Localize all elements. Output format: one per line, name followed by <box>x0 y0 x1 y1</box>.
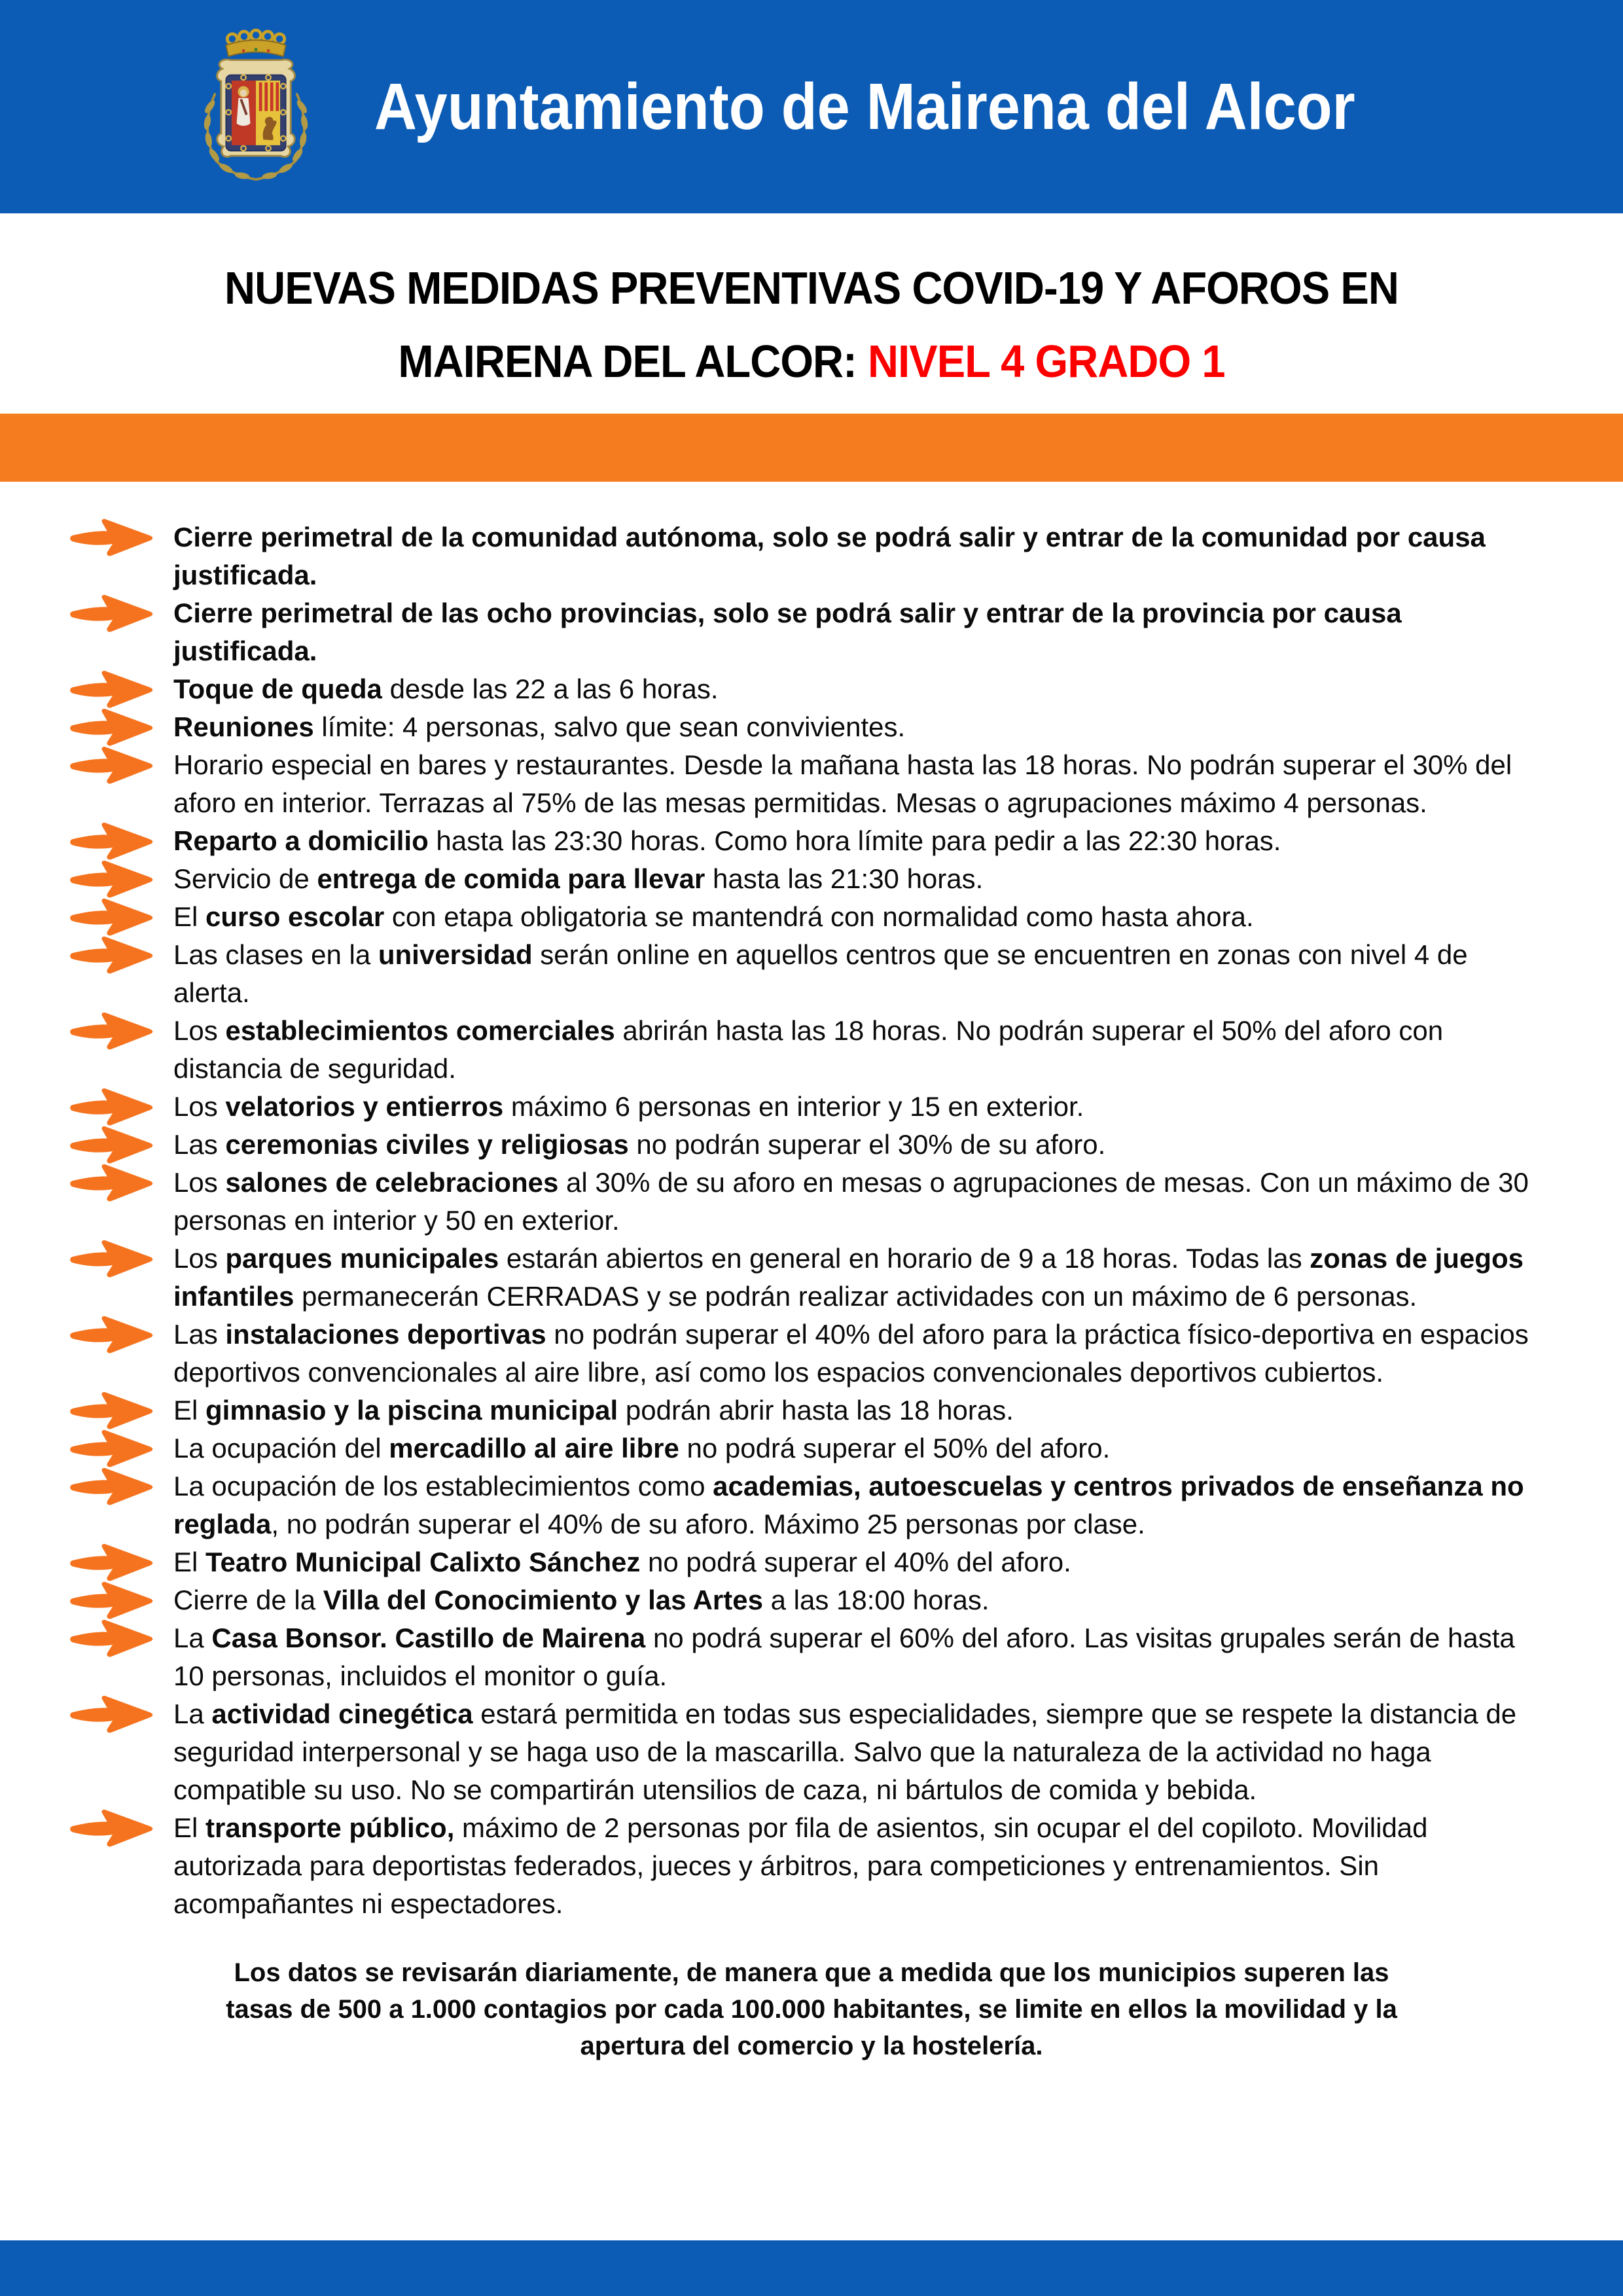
measure-text-regular: hasta las 23:30 horas. Como hora límite para pedir a las 22:30 horas. <box>436 825 1281 856</box>
measure-text-bold: establecimientos comerciales <box>225 1015 623 1046</box>
measure-item <box>173 1164 1531 1240</box>
alert-level-text: NIVEL 4 GRADO 1 <box>868 336 1225 387</box>
footer-note-line: tasas de 500 a 1.000 contagios por cada 100.000 habitantes, se limite en ellos la movilidad y la <box>226 1995 1397 2024</box>
arrow-right-icon <box>69 1542 156 1583</box>
measure-text <box>173 1547 1071 1577</box>
measure-text-bold: parques municipales <box>225 1243 507 1274</box>
measure-text-regular: El <box>173 1395 206 1426</box>
measure-text-regular: La <box>173 1698 212 1729</box>
measure-item <box>173 670 1531 708</box>
measure-text-regular: Los <box>173 1167 226 1198</box>
measure-text-regular: máximo de 2 personas por fila de asientos, sin ocupar el del copiloto. Movilidad autorizada para deportistas federados, jueces y árbitros, para competiciones y entrenamientos. Sin acompañantes ni espectadores. <box>173 1812 1428 1919</box>
measure-text <box>173 1585 990 1615</box>
measure-text <box>173 598 1402 666</box>
arrow-right-icon <box>69 1390 156 1431</box>
measure-text-regular: a las 18:00 horas. <box>770 1585 990 1615</box>
measure-item <box>173 936 1531 1012</box>
measure-text-regular: estarán abiertos en general en horario de 9 a 18 horas. Todas las <box>506 1243 1310 1274</box>
measure-text-regular: con etapa obligatoria se mantendrá con normalidad como hasta ahora. <box>391 901 1254 932</box>
measure-item <box>173 898 1531 936</box>
arrow-right-icon <box>69 745 156 785</box>
arrow-right-icon <box>69 1124 156 1165</box>
arrow-right-icon <box>69 1238 156 1279</box>
measure-item <box>173 1316 1531 1391</box>
measure-text-bold: transporte público, <box>205 1812 463 1843</box>
arrow-right-icon <box>69 1694 156 1734</box>
measure-item <box>173 1695 1531 1809</box>
main-title-line2 <box>57 325 1566 398</box>
measure-text-bold: velatorios y entierros <box>225 1091 511 1122</box>
arrow-right-icon <box>69 669 156 709</box>
measure-text-regular: Las clases en la <box>173 939 378 970</box>
measure-text-regular: estará permitida en todas sus especialidades, siempre que se respete la distancia de seguridad interpersonal y se haga uso de la mascarilla. Salvo que la naturaleza de la actividad no haga compatible su uso. No se compartirán utensilios de caza, ni bártulos de comida y bebida. <box>173 1698 1517 1805</box>
measure-text-regular: podrán abrir hasta las 18 horas. <box>625 1395 1014 1426</box>
measure-text-regular: Las <box>173 1319 226 1350</box>
measure-text <box>173 522 1486 590</box>
measure-item <box>173 746 1531 822</box>
main-title <box>57 251 1566 398</box>
arrow-right-icon <box>69 707 156 747</box>
measure-text-bold: salones de celebraciones <box>225 1167 566 1198</box>
measure-text <box>173 1243 1524 1312</box>
measure-text <box>173 1395 1014 1426</box>
arrow-right-icon <box>69 593 156 634</box>
orange-divider <box>0 414 1623 482</box>
measure-text <box>173 1015 1443 1084</box>
measure-text-bold: curso escolar <box>205 901 392 932</box>
arrow-right-icon <box>69 1162 156 1203</box>
measure-text-bold: universidad <box>378 939 541 970</box>
measure-text-regular: no podrá superar el 40% del aforo. <box>648 1547 1071 1577</box>
measure-text-regular: desde las 22 a las 6 horas. <box>389 673 719 704</box>
measure-text-bold: Casa Bonsor. Castillo de Mairena <box>211 1623 653 1653</box>
arrow-right-icon <box>69 859 156 899</box>
measure-text-bold: Cierre perimetral de la comunidad autónoma, solo se podrá salir y entrar de la comunidad por causa justificada. <box>173 522 1486 590</box>
arrow-right-icon <box>69 1011 156 1051</box>
measure-text-bold: Teatro Municipal Calixto Sánchez <box>205 1547 649 1577</box>
measure-text-regular: permanecerán CERRADAS y se podrán realizar actividades con un máximo de 6 personas. <box>302 1281 1418 1312</box>
measure-text-bold: ceremonias civiles y religiosas <box>225 1129 637 1160</box>
main-title-line2-black: MAIRENA DEL ALCOR: <box>398 336 868 387</box>
arrow-right-icon <box>69 1428 156 1469</box>
measure-text <box>173 1471 1524 1539</box>
measure-item <box>173 860 1531 898</box>
measure-text <box>173 1167 1529 1236</box>
measures-list <box>0 518 1623 1923</box>
measure-item <box>173 518 1531 594</box>
main-title-line1: NUEVAS MEDIDAS PREVENTIVAS COVID-19 Y AFOROS EN <box>224 262 1399 314</box>
measure-item <box>173 1581 1531 1619</box>
measure-item <box>173 1126 1531 1164</box>
measure-item <box>173 1088 1531 1126</box>
bottom-bar <box>0 2240 1623 2296</box>
measure-text-regular: al 30% de su aforo en mesas o agrupaciones de mesas. Con un máximo de 30 personas en interior y 50 en exterior. <box>173 1167 1529 1236</box>
measure-text <box>173 1698 1516 1805</box>
measure-text-regular: hasta las 21:30 horas. <box>713 863 984 894</box>
measure-item <box>173 594 1531 670</box>
measure-text-bold: mercadillo al aire libre <box>389 1433 687 1463</box>
organization-title: Ayuntamiento de Mairena del Alcor <box>374 69 1355 143</box>
footer-note <box>65 1954 1558 2064</box>
measure-text-regular: La ocupación de los establecimientos como <box>173 1471 713 1501</box>
arrow-right-icon <box>69 517 156 558</box>
measure-text-regular: serán online en aquellos centros que se encuentren en zonas con nivel 4 de alerta. <box>173 939 1468 1008</box>
measure-text-regular: Horario especial en bares y restaurantes. Desde la mañana hasta las 18 horas. No podrán superar el 30% del aforo en interior. Terrazas al 75% de las mesas permitidas. Mesas o agrupaciones máximo 4 personas. <box>173 749 1512 818</box>
measure-item <box>173 1619 1531 1695</box>
measure-text <box>173 1812 1428 1919</box>
arrow-right-icon <box>69 1808 156 1848</box>
measure-text-regular: no podrán superar el 40% del aforo para la práctica físico-deportiva en espacios deportivos convencionales al aire libre, así como los espacios convencionales deportivos cubiertos. <box>173 1319 1529 1388</box>
measure-text-regular: , no podrán superar el 40% de su aforo. Máximo 25 personas por clase. <box>271 1509 1145 1539</box>
measure-item <box>173 822 1531 860</box>
measure-text-bold: gimnasio y la piscina municipal <box>205 1395 626 1426</box>
crown-icon <box>226 30 285 56</box>
measure-text <box>173 1433 1110 1463</box>
measure-text-regular: La <box>173 1623 212 1653</box>
measure-text <box>173 711 905 742</box>
measure-text-bold: zonas de juegos infantiles <box>173 1243 1524 1312</box>
measure-text-regular: máximo 6 personas en interior y 15 en exterior. <box>510 1091 1084 1122</box>
measure-text-regular: La ocupación del <box>173 1433 389 1463</box>
measure-text <box>173 1129 1105 1160</box>
measure-text-regular: Los <box>173 1243 226 1274</box>
measure-text-bold: actividad cinegética <box>211 1698 481 1729</box>
arrow-right-icon <box>69 1314 156 1355</box>
measure-text-regular: abrirán hasta las 18 horas. No podrán superar el 50% del aforo con distancia de seguridad. <box>173 1015 1444 1084</box>
measure-item <box>173 1467 1531 1543</box>
arrow-right-icon <box>69 1580 156 1621</box>
measure-text-regular: no podrá superar el 60% del aforo. Las visitas grupales serán de hasta 10 personas, incluidos el monitor o guía. <box>173 1623 1515 1691</box>
footer-note-line: apertura del comercio y la hostelería. <box>580 2032 1043 2060</box>
arrow-right-icon <box>69 821 156 861</box>
arrow-right-icon <box>69 1086 156 1127</box>
coat-of-arms-icon <box>194 28 318 185</box>
measure-text <box>173 749 1512 818</box>
measure-text <box>173 1623 1515 1691</box>
measure-text-regular: Cierre de la <box>173 1585 323 1615</box>
measure-text <box>173 1319 1529 1388</box>
measure-text-bold: Reuniones <box>173 711 322 742</box>
measure-text-bold: Reparto a domicilio <box>173 825 437 856</box>
measure-text-regular: límite: 4 personas, salvo que sean convivientes. <box>321 711 906 742</box>
footer-note-line: Los datos se revisarán diariamente, de manera que a medida que los municipios superen las <box>234 1958 1389 1987</box>
measure-text <box>173 1091 1084 1122</box>
measure-text-bold: entrega de comida para llevar <box>317 863 713 894</box>
measure-item <box>173 1391 1531 1429</box>
measure-text-regular: Servicio de <box>173 863 317 894</box>
measure-text-bold: Toque de queda <box>173 673 390 704</box>
arrow-right-icon <box>69 897 156 937</box>
measure-text <box>173 901 1254 932</box>
measure-item <box>173 1240 1531 1316</box>
measure-text-regular: El <box>173 901 206 932</box>
measure-text-regular: Los <box>173 1015 226 1046</box>
measure-text <box>173 939 1468 1008</box>
arrow-right-icon <box>69 1466 156 1507</box>
header <box>0 0 1623 213</box>
arrow-right-icon <box>69 1618 156 1659</box>
measure-text <box>173 825 1281 856</box>
measure-text-regular: no podrá superar el 50% del aforo. <box>687 1433 1111 1463</box>
measure-text <box>173 863 983 894</box>
arrow-right-icon <box>69 935 156 975</box>
measure-item <box>173 708 1531 746</box>
measure-item <box>173 1543 1531 1581</box>
measure-text-bold: Cierre perimetral de las ocho provincias, solo se podrá salir y entrar de la provincia por causa justificada. <box>173 598 1402 666</box>
measure-item <box>173 1429 1531 1467</box>
measure-text-bold: academias, autoescuelas y centros privados de enseñanza no reglada <box>173 1471 1524 1539</box>
measure-text-regular: Las <box>173 1129 226 1160</box>
measure-item <box>173 1809 1531 1923</box>
measure-text-regular: El <box>173 1812 206 1843</box>
measure-text <box>173 673 719 704</box>
measure-text-bold: Villa del Conocimiento y las Artes <box>323 1585 771 1615</box>
measure-text-regular: Los <box>173 1091 226 1122</box>
measure-text-bold: instalaciones deportivas <box>225 1319 554 1350</box>
measure-text-regular: no podrán superar el 30% de su aforo. <box>636 1129 1106 1160</box>
measure-text-regular: El <box>173 1547 206 1577</box>
measure-item <box>173 1012 1531 1088</box>
